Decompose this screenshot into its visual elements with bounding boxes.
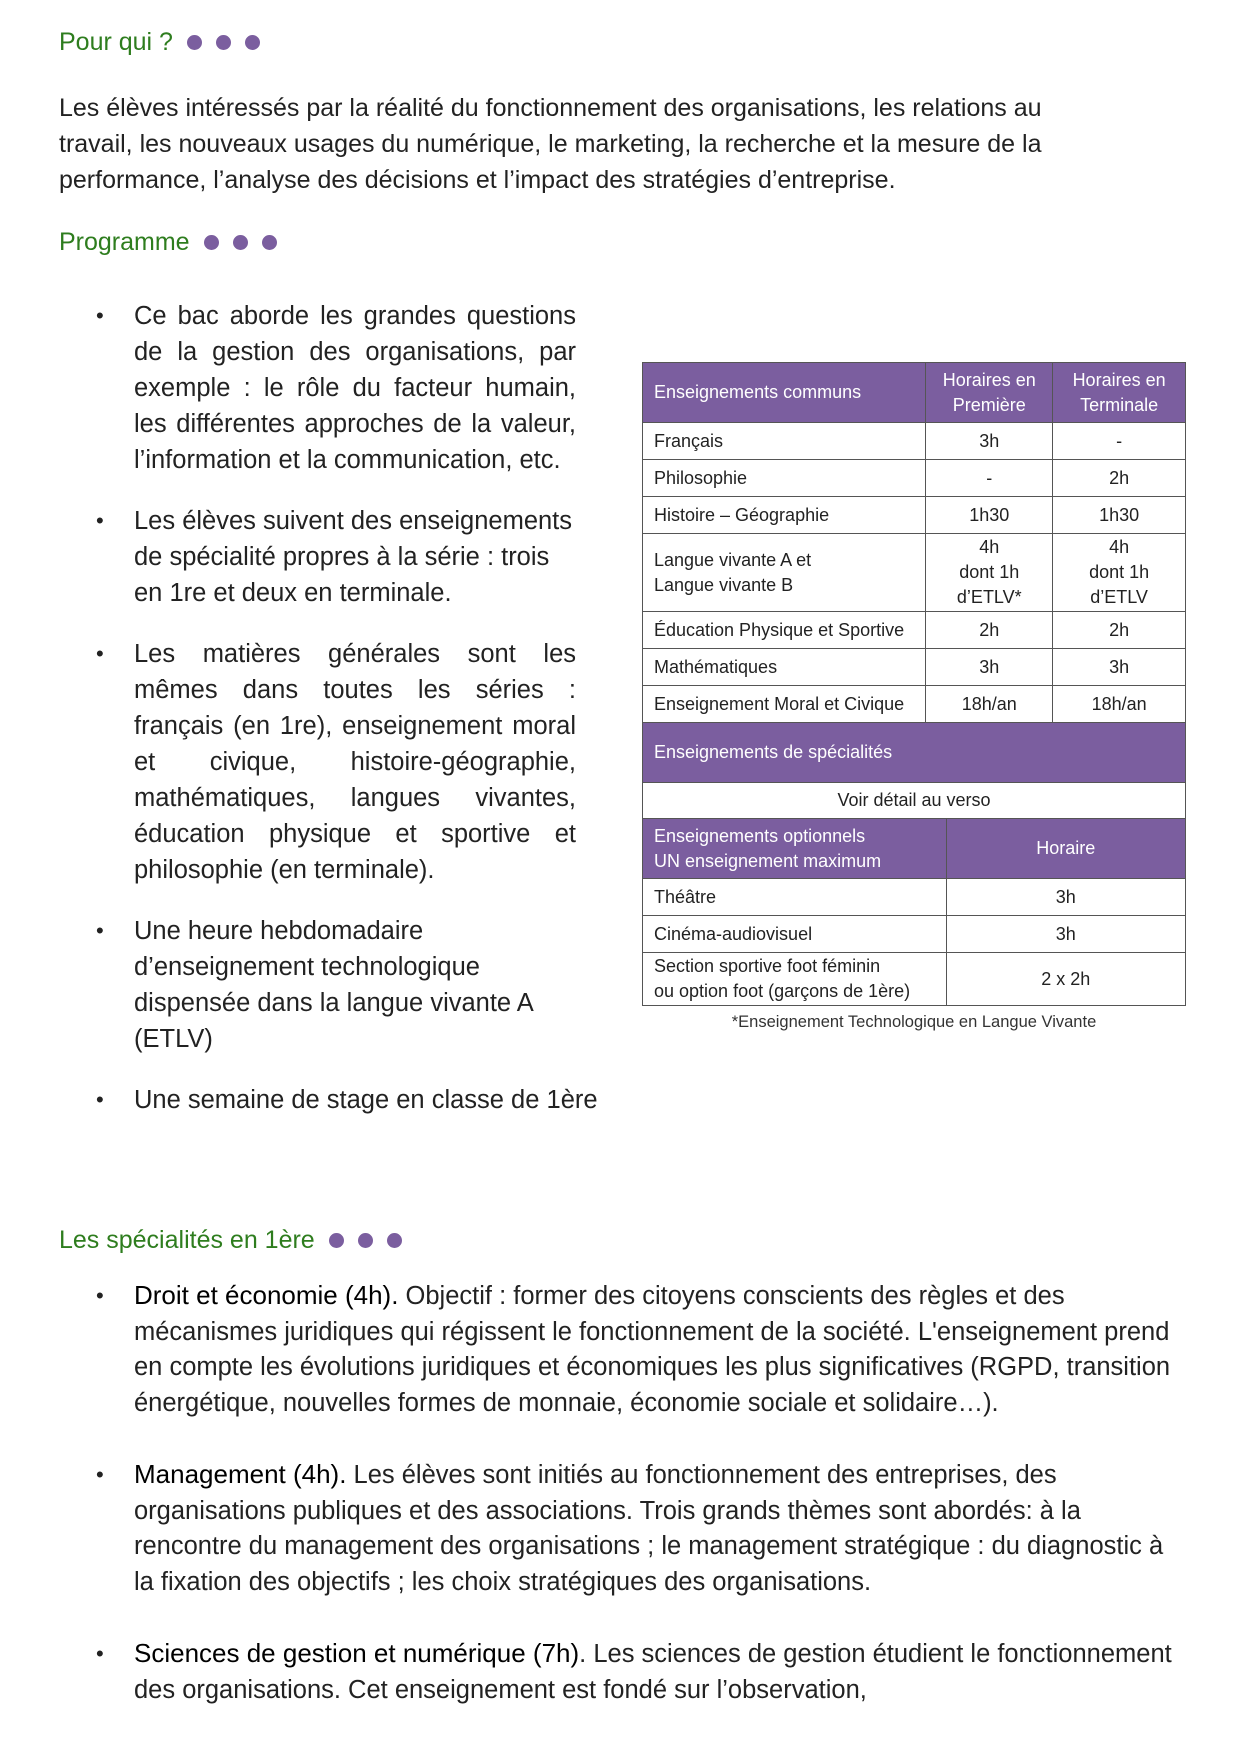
dots-decoration <box>329 1233 416 1248</box>
table-row: Langue vivante A et Langue vivante B 4h dont 1h d’ETLV* 4h dont 1h d’ETLV <box>643 534 1186 612</box>
table-header-row <box>643 363 1186 423</box>
dots-decoration <box>204 235 291 250</box>
bullet-icon: • <box>96 918 104 943</box>
table-row: Philosophie - 2h <box>643 460 1186 497</box>
item-text: Les élèves sont initiés au fonctionnement des entreprises, des organisations publiques et des associations. Trois grands thèmes sont abordés: à la rencontre du management des organisations ; le management stratégique : du diagnostic à la fixation des objectifs ; les choix stratégiques des organisations. <box>134 1461 1164 1596</box>
list-item <box>96 1457 1176 1600</box>
section-heading-programme <box>59 228 291 257</box>
specialites-list <box>96 1278 1176 1744</box>
table-row: Voir détail au verso <box>643 783 1186 819</box>
list-item: • Une semaine de stage en classe de 1ère <box>96 1082 576 1118</box>
bullet-icon: • <box>96 1462 104 1487</box>
list-item <box>96 1636 1176 1708</box>
item-title: Management (4h). <box>134 1459 347 1489</box>
bullet-icon: • <box>96 641 104 666</box>
table-row: Cinéma-audiovisuel 3h <box>643 916 1186 953</box>
programme-list <box>96 298 598 1143</box>
options-header-row: Enseignements optionnels UN enseignement maximum Horaire <box>643 819 1186 879</box>
section-heading-specialites <box>59 1226 416 1255</box>
table-row: Mathématiques 3h 3h <box>643 649 1186 686</box>
bullet-icon: • <box>96 1283 104 1308</box>
list-item <box>96 1278 1176 1421</box>
list-item: • Les élèves suivent des enseignements de spécialité propres à la série : trois en 1re et deux en terminale. <box>96 503 576 611</box>
spec-header-row: Enseignements de spécialités <box>643 723 1186 783</box>
section-heading-pour-qui <box>59 28 274 57</box>
table-row: Enseignement Moral et Civique 18h/an 18h/an <box>643 686 1186 723</box>
bullet-icon: • <box>96 508 104 533</box>
bullet-icon: • <box>96 303 104 328</box>
dots-decoration <box>187 35 274 50</box>
table-row: Histoire – Géographie 1h30 1h30 <box>643 497 1186 534</box>
item-title: Sciences de gestion et numérique (7h) <box>134 1638 580 1668</box>
intro-paragraph: Les élèves intéressés par la réalité du fonctionnement des organisations, les relations au travail, les nouveaux usages du numérique, le marketing, la recherche et la mesure de la performance, l’analyse des décisions et l’impact des stratégies d’entreprise. <box>59 94 1042 194</box>
table-row: Théâtre 3h <box>643 879 1186 916</box>
bullet-icon: • <box>96 1087 104 1112</box>
header-premiere: Horaires en Première <box>926 363 1053 423</box>
table-footnote: *Enseignement Technologique en Langue Vivante <box>731 1013 1097 1031</box>
options-table <box>642 818 1186 1006</box>
heading-text: Programme <box>59 228 190 256</box>
item-text: . Les sciences de gestion étudient le fonctionnement des organisations. Cet enseignement est fondé sur l’observation, <box>134 1640 1172 1704</box>
table-row: Français 3h - <box>643 423 1186 460</box>
schedule-table <box>642 362 1186 723</box>
item-title: Droit et économie (4h). <box>134 1280 399 1310</box>
table-row: Éducation Physique et Sportive 2h 2h <box>643 612 1186 649</box>
bullet-icon: • <box>96 1641 104 1666</box>
schedule-table-block <box>642 362 1186 1032</box>
specialites-table <box>642 722 1186 819</box>
header-subject: Enseignements communs <box>643 363 926 423</box>
heading-text: Pour qui ? <box>59 28 173 56</box>
header-terminale: Horaires en Terminale <box>1053 363 1186 423</box>
list-item: • Une heure hebdomadaire d’enseignement technologique dispensée dans la langue vivante A (ETLV) <box>96 913 576 1057</box>
list-item: • Les matières générales sont les mêmes dans toutes les séries : français (en 1re), enseignement moral et civique, histoire-géographie, mathématiques, langues vivantes, éducation physique et sportive et philosophie (en terminale). <box>96 636 576 888</box>
heading-text: Les spécialités en 1ère <box>59 1226 315 1254</box>
list-item: • Ce bac aborde les grandes questions de la gestion des organisations, par exemple : le rôle du facteur humain, les différentes approches de la valeur, l’information et la communication, etc. <box>96 298 576 478</box>
table-row: Section sportive foot féminin ou option foot (garçons de 1ère) 2 x 2h <box>643 953 1186 1006</box>
item-text: Objectif : former des citoyens conscients des règles et des mécanismes juridiques qui régissent le fonctionnement de la société. L'enseignement prend en compte les évolutions juridiques et économiques les plus significatives (RGPD, transition énergétique, nouvelles formes de monnaie, économie sociale et solidaire…). <box>134 1282 1171 1417</box>
